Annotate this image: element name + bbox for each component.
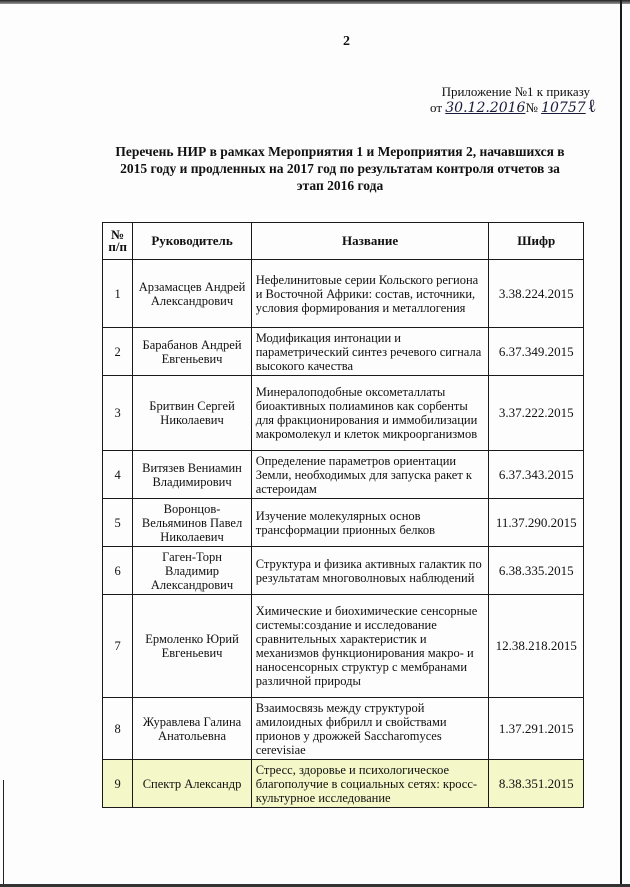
cell-name: Модификация интонации и параметрический синтез речевого сигнала высокого качества	[251, 328, 489, 376]
table-row	[103, 260, 584, 328]
cell-name: Нефелинитовые серии Кольского региона и Восточной Африки: состав, источники, условия формирования и металлогения	[251, 260, 489, 328]
header-num: № п/п	[103, 223, 133, 260]
cell-head: Бритвин Сергей Николаевич	[133, 376, 251, 451]
cell-num: 7	[103, 595, 133, 698]
cell-name: Структура и физика активных галактик по результатам многоволновых наблюдений	[251, 547, 489, 595]
cell-num: 5	[103, 499, 133, 547]
handwritten-number: 10757	[541, 100, 586, 116]
cell-name: Взаимосвязь между структурой амилоидных фибрилл и свойствами прионов у дрожжей Saccharomyces cerevisiae	[251, 698, 489, 760]
cell-code: 12.38.218.2015	[489, 595, 584, 698]
cell-name: Определение параметров ориентации Земли, необходимых для запуска ракет к астероидам	[251, 451, 489, 499]
cell-head: Воронцов-Вельяминов Павел Николаевич	[133, 499, 251, 547]
cell-code: 11.37.290.2015	[489, 499, 584, 547]
appendix-line1: Приложение №1 к приказу	[441, 84, 590, 99]
cell-head: Арзамасцев Андрей Александрович	[133, 260, 251, 328]
cell-num: 3	[103, 376, 133, 451]
page-number: 2	[343, 34, 350, 49]
cell-head: Спектр Александр	[133, 760, 251, 808]
table-row	[103, 451, 584, 499]
cell-name: Минералоподобные оксометаллаты биоактивных полиаминов как сорбенты для фракционирования и иммобилизации макромолекул и клеток микроорганизмов	[251, 376, 489, 451]
table-row	[103, 595, 584, 698]
cell-num: 6	[103, 547, 133, 595]
cell-head: Витязев Вениамин Владимирович	[133, 451, 251, 499]
table-row	[103, 376, 584, 451]
cell-num: 4	[103, 451, 133, 499]
cell-num: 1	[103, 260, 133, 328]
cell-head: Гаген-Торн Владимир Александрович	[133, 547, 251, 595]
cell-code: 6.37.343.2015	[489, 451, 584, 499]
table-row	[103, 499, 584, 547]
document-title: Перечень НИР в рамках Мероприятия 1 и Мероприятия 2, начавшихся в 2015 году и продленных на 2017 год по результатам контроля отчетов за этап 2016 года	[115, 144, 565, 193]
cell-code: 3.37.222.2015	[489, 376, 584, 451]
cell-code: 8.38.351.2015	[489, 760, 584, 808]
handwritten-date: 30.12.2016	[445, 100, 526, 116]
header-code: Шифр	[489, 223, 584, 260]
appendix-from: от	[430, 100, 443, 115]
scan-left-edge	[3, 780, 4, 887]
table-row	[103, 698, 584, 760]
appendix-line2	[430, 95, 598, 117]
cell-code: 1.37.291.2015	[489, 698, 584, 760]
table-row-highlighted	[103, 760, 584, 808]
cell-num: 9	[103, 760, 133, 808]
cell-num: 8	[103, 698, 133, 760]
cell-code: 3.38.224.2015	[489, 260, 584, 328]
cell-code: 6.38.335.2015	[489, 547, 584, 595]
header-name: Название	[251, 223, 489, 260]
scan-right-edge	[620, 0, 622, 887]
signature-icon: ℓ	[585, 95, 598, 117]
scan-top-edge	[0, 0, 630, 4]
research-projects-table	[102, 222, 584, 808]
cell-head: Ермоленко Юрий Евгеньевич	[133, 595, 251, 698]
appendix-number-label: №	[525, 100, 538, 115]
table-row	[103, 547, 584, 595]
table-row	[103, 328, 584, 376]
cell-num: 2	[103, 328, 133, 376]
cell-name: Стресс, здоровье и психологическое благополучие в социальных сетях: кросс-культурное исследование	[251, 760, 489, 808]
cell-name: Изучение молекулярных основ трансформации прионных белков	[251, 499, 489, 547]
header-head: Руководитель	[133, 223, 251, 260]
cell-code: 6.37.349.2015	[489, 328, 584, 376]
cell-head: Журавлева Галина Анатольевна	[133, 698, 251, 760]
appendix-note	[430, 84, 598, 117]
cell-head: Барабанов Андрей Евгеньевич	[133, 328, 251, 376]
cell-name: Химические и биохимические сенсорные системы:создание и исследование сравнительных характеристик и механизмов функционирования макро- и наносенсорных структур с мембранами различной природы	[251, 595, 489, 698]
table-header-row	[103, 223, 584, 260]
